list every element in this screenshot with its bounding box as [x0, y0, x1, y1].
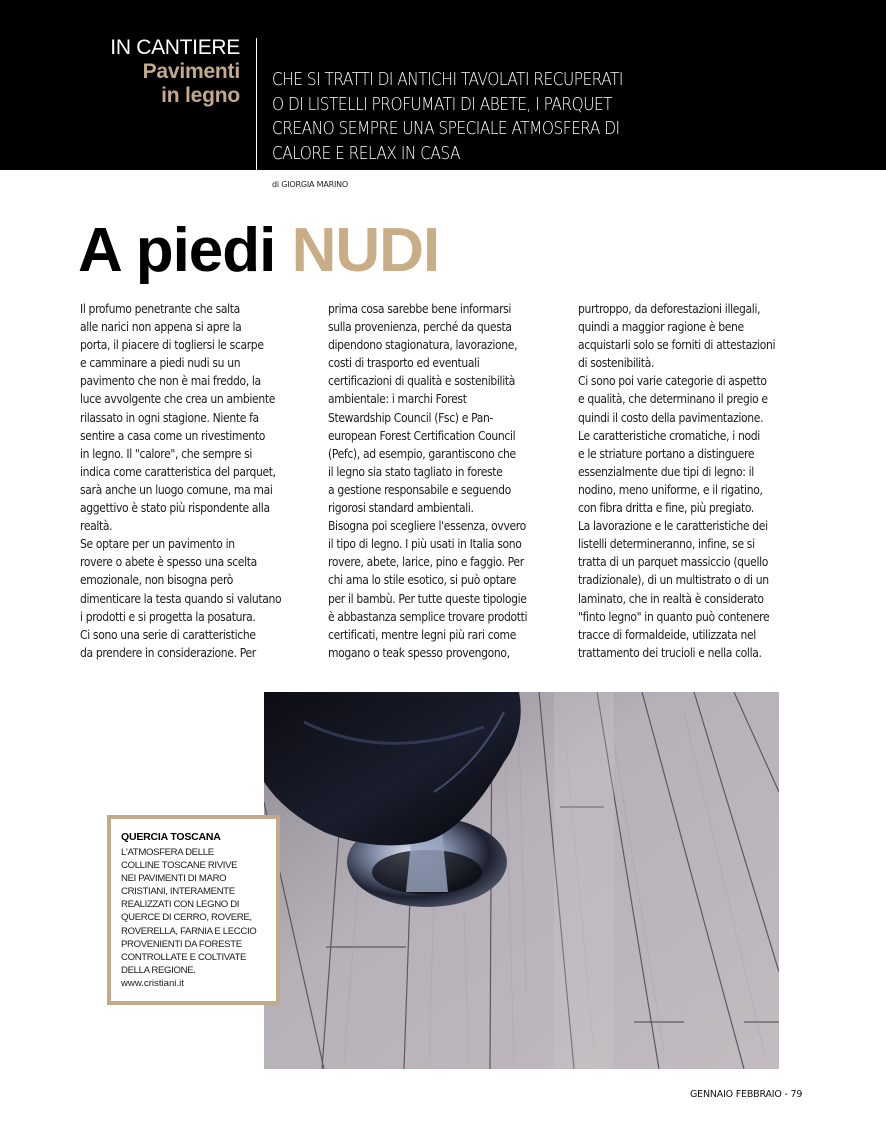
paragraph: Il profumo penetrante che salta alle narici non appena si apre la porta, il piacere di togliersi le scarpe e camminare a piedi nudi su un pavimento che non è mai freddo, la luce avvolgente che crea un ambiente rilassato in ogni stagione. Niente fa sentire a casa come un rivestimento in legno. Il "calore", che sempre si indica come caratteristica del parquet, sarà anche un luogo comune, ma mai aggettivo è stato più rispondente alla realtà.	[80, 302, 276, 534]
subsection-line-1: Pavimenti	[142, 60, 240, 83]
headline-part-1: A piedi	[78, 216, 276, 285]
caption-url[interactable]: www.cristiani.it	[121, 977, 184, 989]
paragraph: purtroppo, da deforestazioni illegali, quindi a maggior ragione è bene acquistarli solo se forniti di attestazioni di sostenibilità.	[578, 302, 776, 371]
header-divider	[256, 38, 257, 170]
caption-text: L'ATMOSFERA DELLE COLLINE TOSCANE RIVIVE NEI PAVIMENTI DI MARO CRISTIANI, INTERAMENTE REALIZZATI CON LEGNO DI QUERCE DI CERRO, ROVERE, ROVERELLA, FARNIA E LECCIO PROVENIENTI DA FORESTE CONTROLLATE E COLTIVATE DELLA REGIONE.	[121, 847, 257, 976]
paragraph: Ci sono poi varie categorie di aspetto e qualità, che determinano il pregio e quindi il costo della pavimentazione. Le caratteristiche cromatiche, i nodi e le striature portano a distinguere essenzialmente due tipi di legno: il nodino, meno uniforme, e il rigatino, con fibra dritta e fine, più pregiato.	[578, 374, 768, 516]
photo-illustration	[264, 692, 779, 1069]
page-folio: GENNAIO FEBBRAIO - 79	[690, 1089, 803, 1100]
headline	[78, 216, 439, 286]
caption-title: QUERCIA TOSCANA	[121, 831, 221, 843]
paragraph: Bisogna poi scegliere l'essenza, ovvero il tipo di legno. I più usati in Italia sono rovere, abete, larice, pino e faggio. Per chi ama lo stile esotico, si può optare per il bambù. Per tutte queste tipologie è abbastanza semplice trovare prodotti certificati, mentre legni più rari come mogano o teak spesso provengono,	[328, 519, 528, 660]
article-photo	[264, 692, 779, 1069]
paragraph: La lavorazione e le caratteristiche dei listelli determineranno, infine, se si tratta di un parquet massiccio (quello tradizionale), di un multistrato o di un laminato, che in realtà è considerato "finto legno" in quanto può contenere tracce di formaldeide, utilizzata nel trattamento dei trucioli e nella colla.	[578, 519, 770, 660]
paragraph: Se optare per un pavimento in rovere o abete è spesso una scelta emozionale, non bisogna però dimenticare la testa quando si valutano i prodotti e si progetta la posatura. Ci sono una serie di caratteristiche da prendere in considerazione. Per	[80, 537, 282, 660]
article-column-3	[578, 300, 818, 662]
byline: di GIORGIA MARINO	[272, 180, 349, 189]
subsection-line-2: in legno	[161, 84, 240, 107]
section-block	[110, 36, 240, 108]
article-column-1	[80, 300, 320, 662]
deck-text: CHE SI TRATTI DI ANTICHI TAVOLATI RECUPERATI O DI LISTELLI PROFUMATI DI ABETE, I PARQUET CREANO SEMPRE UNA SPECIALE ATMOSFERA DI CALORE E RELAX IN CASA	[272, 70, 623, 164]
paragraph: prima cosa sarebbe bene informarsi sulla provenienza, perché da questa dipendono stagionatura, lavorazione, costi di trasporto ed eventuali certificazioni di qualità e sostenibilità ambientale: i marchi Forest Stewardship Council (Fsc) e Pan- european Forest Certification Council (Pefc), ad esempio, garantiscono che il legno sia stato tagliato in foreste a gestione responsabile e seguendo rigorosi standard ambientali.	[328, 302, 518, 516]
headline-part-2: NUDI	[291, 216, 440, 285]
section-label: IN CANTIERE	[110, 36, 240, 59]
article-column-2	[328, 300, 568, 662]
photo-caption-box	[107, 815, 280, 1005]
floor-highlight	[554, 692, 614, 1069]
